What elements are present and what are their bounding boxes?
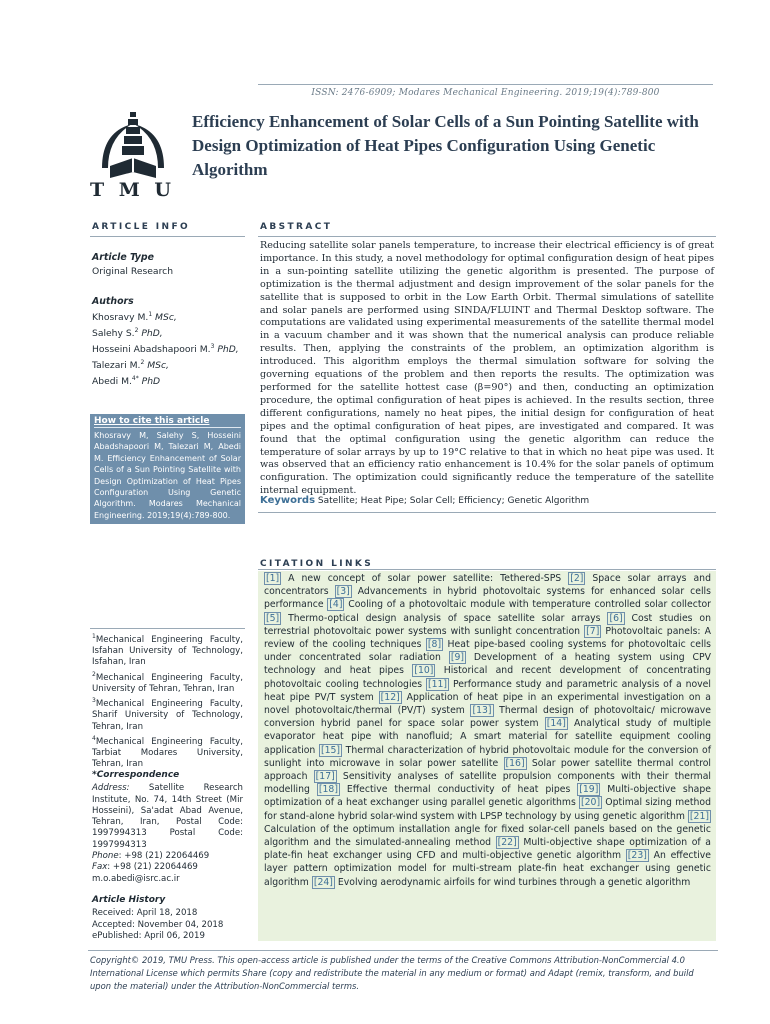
citation-title[interactable]: Space solar arrays and concentrators bbox=[264, 573, 711, 598]
citation-title[interactable]: Thermal design of photovoltaic/ microwave conversion hybrid panel for space solar power system bbox=[264, 705, 711, 730]
affiliation-mark: 4 bbox=[92, 734, 96, 742]
abstract-text: Reducing satellite solar panels temperature, to increase their electrical efficiency is of great importance. In this study, a novel methodology for optimal configuration design of heat pipes in a sun-pointing satellite utilizing the genetic algorithm is presented. The purpose of optimization is the thermal adjustment and design improvement of the solar panels for the satellite that is supposed to orbit in the Low Earth Orbit. Thermal simulations of satellite and solar panels are performed using SINDA/FLUINT and Thermal Desktop software. The computations are validated using experimental measurements of the satellite thermal model in a vacuum chamber and it was shown that the numerical analysis can produce reliable results. Then, applying the constraints of the problem, an optimization algorithm is introduced. This algorithm employs the thermal simulation software for solving the governing equations of the problem and then reports the results. The optimization was performed for the satellite hottest case (β=90°) and then, conducting an optimization procedure, the optimal configuration of heat pipes is achieved. In the results section, three different configurations, namely no heat pipes, the initial design for configuration of heat pipes and the optimal configuration of heat pipes, are investigated and compared. It was found that the optimal configuration using the genetic algorithm can reduce the temperature of solar arrays by up to 19°C relative to that in which no heat pipe was used. It was observed that an efficiency ratio enhancement is 10.4% for the solar panels of optimum configuration. The optimization could significantly reduce the temperature of the satellite internal equipment. bbox=[260, 240, 714, 497]
author-degree: PhD, bbox=[214, 344, 239, 356]
citation-links-heading: CITATION LINKS bbox=[260, 559, 374, 569]
citation-title[interactable]: Development of a heating system using CPV technology and heat pipes bbox=[264, 652, 711, 677]
author-item bbox=[92, 372, 247, 388]
article-type-label: Article Type bbox=[92, 252, 154, 263]
how-to-cite-heading[interactable]: How to cite this article bbox=[94, 416, 210, 426]
citation-title[interactable]: Historical and recent development of concentrating photovoltaic cooling technologies bbox=[264, 665, 711, 690]
citation-number[interactable]: [4] bbox=[329, 599, 343, 611]
author-affiliation-mark: 4* bbox=[131, 375, 139, 383]
affiliation-item bbox=[92, 695, 243, 733]
citation-title[interactable]: Photovoltaic panels: A review of the cooling techniques bbox=[264, 625, 711, 651]
article-info-rule bbox=[90, 236, 245, 237]
citation-number[interactable]: [21] bbox=[689, 810, 709, 822]
citation-number[interactable]: [24] bbox=[313, 876, 333, 888]
citation-number[interactable]: [20] bbox=[580, 797, 601, 809]
citation-number[interactable]: [12] bbox=[380, 691, 400, 703]
citation-item bbox=[264, 572, 568, 585]
author-name: Khosravy M. bbox=[92, 312, 149, 324]
how-to-cite-text: Khosravy M, Salehy S, Hosseini Abadshapoori M, Talezari M, Abedi M. Efficiency Enhancement of Solar Cells of a Sun Pointing Satellite with Design Optimization of Heat Pipes Configuration Using Genetic Algorithm. Modares Mechanical Engineering. 2019;19(4):789-800. bbox=[94, 431, 241, 520]
header-rule bbox=[258, 84, 713, 85]
keywords-value: Satellite; Heat Pipe; Solar Cell; Efficiency; Genetic Algorithm bbox=[317, 496, 590, 506]
citation-links-list bbox=[264, 572, 711, 889]
phone-value: : +98 (21) 22064469 bbox=[118, 851, 210, 862]
author-item bbox=[92, 356, 247, 372]
citation-number[interactable]: [14] bbox=[546, 718, 566, 730]
keywords-label: Keywords bbox=[260, 495, 316, 506]
citation-number[interactable]: [22] bbox=[497, 837, 517, 849]
citation-title[interactable]: Sensitivity analyses of satellite propulsion components with their thermal modelling bbox=[264, 771, 711, 796]
keywords-line bbox=[260, 495, 714, 506]
citation-title[interactable]: Calculation of the optimum installation angle for fixed solar-cell panels based on the genetic algorithm and the simulated-annealing method bbox=[264, 823, 711, 849]
affiliation-text: Mechanical Engineering Faculty, Sharif University of Technology, Tehran, Iran bbox=[92, 699, 243, 732]
article-history-block bbox=[92, 895, 243, 942]
citation-title[interactable]: Performance study and parametric analysis of a novel heat pipe PV/T system bbox=[264, 678, 711, 703]
citation-number[interactable]: [23] bbox=[627, 850, 647, 862]
abstract-rule bbox=[258, 236, 716, 237]
authors-list bbox=[92, 308, 247, 388]
citation-number[interactable]: [11] bbox=[427, 678, 448, 690]
citation-title[interactable]: Multi-objective shape optimization of a heat exchanger using parallel genetic algorithms bbox=[264, 784, 711, 809]
citation-title[interactable]: Effective thermal conductivity of heat pipes bbox=[346, 784, 571, 796]
author-name: Salehy S. bbox=[92, 328, 135, 340]
authors-block bbox=[92, 296, 247, 388]
author-affiliation-mark: 2 bbox=[140, 359, 145, 367]
citation-item bbox=[317, 783, 577, 796]
citation-number[interactable]: [9] bbox=[450, 652, 464, 664]
affiliation-text: Mechanical Engineering Faculty, Tarbiat Modares University, Tehran, Iran bbox=[92, 736, 243, 770]
address-label: Address: bbox=[92, 783, 130, 794]
citation-number[interactable]: [2] bbox=[570, 573, 584, 584]
correspondence-block bbox=[92, 770, 243, 885]
affiliations-block bbox=[92, 631, 243, 771]
author-item bbox=[92, 324, 247, 340]
affiliation-item bbox=[92, 733, 243, 771]
footer-rule bbox=[88, 950, 718, 951]
logo-text: T M U bbox=[90, 179, 175, 198]
keywords-rule bbox=[258, 512, 716, 513]
phone-label: Phone bbox=[92, 851, 119, 862]
paper-title: Efficiency Enhancement of Solar Cells of a Sun Pointing Satellite with Design Optimization of Heat Pipes Configuration Using Genetic Algorithm bbox=[192, 112, 699, 179]
article-info-heading: ARTICLE INFO bbox=[92, 222, 191, 232]
abstract-heading: ABSTRACT bbox=[260, 222, 333, 232]
citation-number[interactable]: [7] bbox=[586, 625, 600, 637]
copyright-footer: Copyright© 2019, TMU Press. This open-access article is published under the terms of the Creative Commons Attribution-NonCommercial 4.0 International License which permits Share (copy and redistribute the material in any medium or format) and Adapt (remix, transform, and build upon the material) under the Attribution-NonCommercial terms. bbox=[90, 955, 694, 991]
author-degree: MSc, bbox=[152, 312, 177, 324]
citation-title[interactable]: Optimal sizing method for stand-alone hybrid solar-wind system with LPSP technology by using genetic algorithm bbox=[264, 797, 711, 822]
affiliation-item bbox=[92, 631, 243, 669]
citation-title[interactable]: Thermo-optical design analysis of space satellite solar arrays bbox=[288, 612, 601, 624]
citation-number[interactable]: [6] bbox=[609, 612, 623, 624]
tmu-logo bbox=[88, 108, 182, 198]
history-accepted: Accepted: November 04, 2018 bbox=[92, 919, 224, 930]
citation-title[interactable]: Cost studies on terrestrial photovoltaic power systems with sunlight concentration bbox=[264, 612, 711, 637]
author-degree: MSc, bbox=[144, 360, 169, 372]
citation-title[interactable]: Heat pipe-based cooling systems for photovoltaic cells under concentrated solar radiation bbox=[264, 639, 711, 664]
citation-title[interactable]: Analytical study of multiple evaporator heat pipe with nanofluid; A smart material for satellite equipment cooling application bbox=[264, 718, 711, 756]
citation-number[interactable]: [16] bbox=[505, 757, 525, 769]
affiliation-mark: 2 bbox=[92, 670, 96, 678]
email-link[interactable]: m.o.abedi@isrc.ac.ir bbox=[92, 873, 180, 884]
citation-item bbox=[264, 612, 607, 625]
author-affiliation-mark: 1 bbox=[148, 311, 153, 318]
article-type-block bbox=[92, 252, 173, 278]
citation-number[interactable]: [18] bbox=[318, 784, 338, 796]
citation-title[interactable]: Advancements in hybrid photovoltaic systems for enhanced solar cells performance bbox=[264, 586, 711, 611]
citation-title[interactable]: Thermal characterization of hybrid photovoltaic module for the conversion of sunlight into microwave in solar power satellite bbox=[264, 744, 711, 769]
address-value: Satellite Research Institute, No. 74, 14th Street (Mir Hosseini), Sa'adat Abad Avenue, Tehran, Iran, Postal Code: 1997994313 Postal Code: 1997994313 bbox=[92, 783, 243, 850]
citation-number[interactable]: [13] bbox=[472, 705, 492, 717]
history-heading: Article History bbox=[92, 895, 166, 905]
author-item bbox=[92, 340, 247, 356]
affiliation-mark: 1 bbox=[92, 633, 96, 640]
author-name: Hosseini Abadshapoori M. bbox=[92, 344, 211, 356]
author-item bbox=[92, 308, 247, 324]
author-affiliation-mark: 2 bbox=[134, 327, 139, 335]
citation-title[interactable]: Application of heat pipe in an experimental investigation on a novel photovoltaic/thermal (PV/T) system bbox=[264, 691, 711, 717]
citation-number[interactable]: [8] bbox=[427, 639, 442, 651]
citation-item bbox=[327, 598, 711, 611]
citation-number[interactable]: [15] bbox=[320, 744, 341, 756]
affiliations-rule bbox=[90, 628, 245, 629]
fax-value: : +98 (21) 22064469 bbox=[107, 862, 198, 873]
citation-item bbox=[312, 876, 690, 889]
author-name: Talezari M. bbox=[92, 360, 141, 372]
citation-number[interactable]: [19] bbox=[579, 784, 599, 796]
citation-number[interactable]: [5] bbox=[266, 612, 280, 624]
author-name: Abedi M. bbox=[92, 376, 132, 388]
article-type-value: Original Research bbox=[92, 266, 174, 277]
citation-number[interactable]: [3] bbox=[336, 586, 350, 598]
citation-title[interactable]: An effective layer pattern optimization model for multi-stream plate-fin heat exchanger using genetic algorithm bbox=[264, 850, 711, 888]
how-to-cite-box bbox=[90, 414, 245, 524]
citation-number[interactable]: [17] bbox=[315, 771, 335, 783]
citation-title[interactable]: Multi-objective shape optimization of a plate-fin heat exchanger using CFD and multi-objective genetic algorithm bbox=[264, 837, 711, 862]
authors-label: Authors bbox=[92, 296, 134, 307]
citation-title[interactable]: A new concept of solar power satellite: Tethered-SPS bbox=[288, 573, 562, 584]
journal-line: ISSN: 2476-6909; Modares Mechanical Engineering. 2019;19(4):789-800 bbox=[311, 88, 660, 98]
history-received: Received: April 18, 2018 bbox=[92, 908, 198, 919]
affiliation-mark: 3 bbox=[92, 697, 96, 705]
fax-label: Fax bbox=[92, 862, 108, 873]
citation-title[interactable]: Evolving aerodynamic airfoils for wind turbines through a genetic algorithm bbox=[337, 876, 691, 888]
citation-links-rule bbox=[258, 569, 716, 570]
citation-title[interactable]: Cooling of a photovoltaic module with temperature controlled solar collector bbox=[348, 599, 711, 611]
affiliation-text: Mechanical Engineering Faculty, Isfahan University of Technology, Isfahan, Iran bbox=[92, 634, 243, 668]
affiliation-item bbox=[92, 669, 243, 695]
citation-title[interactable]: Solar power satellite thermal control approach bbox=[264, 757, 711, 783]
history-published: ePublished: April 06, 2019 bbox=[92, 930, 205, 941]
affiliation-text: Mechanical Engineering Faculty, University of Tehran, Tehran, Iran bbox=[92, 672, 243, 694]
author-affiliation-mark: 3 bbox=[210, 343, 215, 351]
author-degree: PhD, bbox=[138, 328, 163, 340]
citation-number[interactable]: [10] bbox=[414, 665, 434, 677]
author-degree: PhD bbox=[138, 376, 161, 388]
correspondence-heading: *Correspondence bbox=[92, 770, 180, 780]
citation-number[interactable]: [1] bbox=[266, 573, 280, 584]
